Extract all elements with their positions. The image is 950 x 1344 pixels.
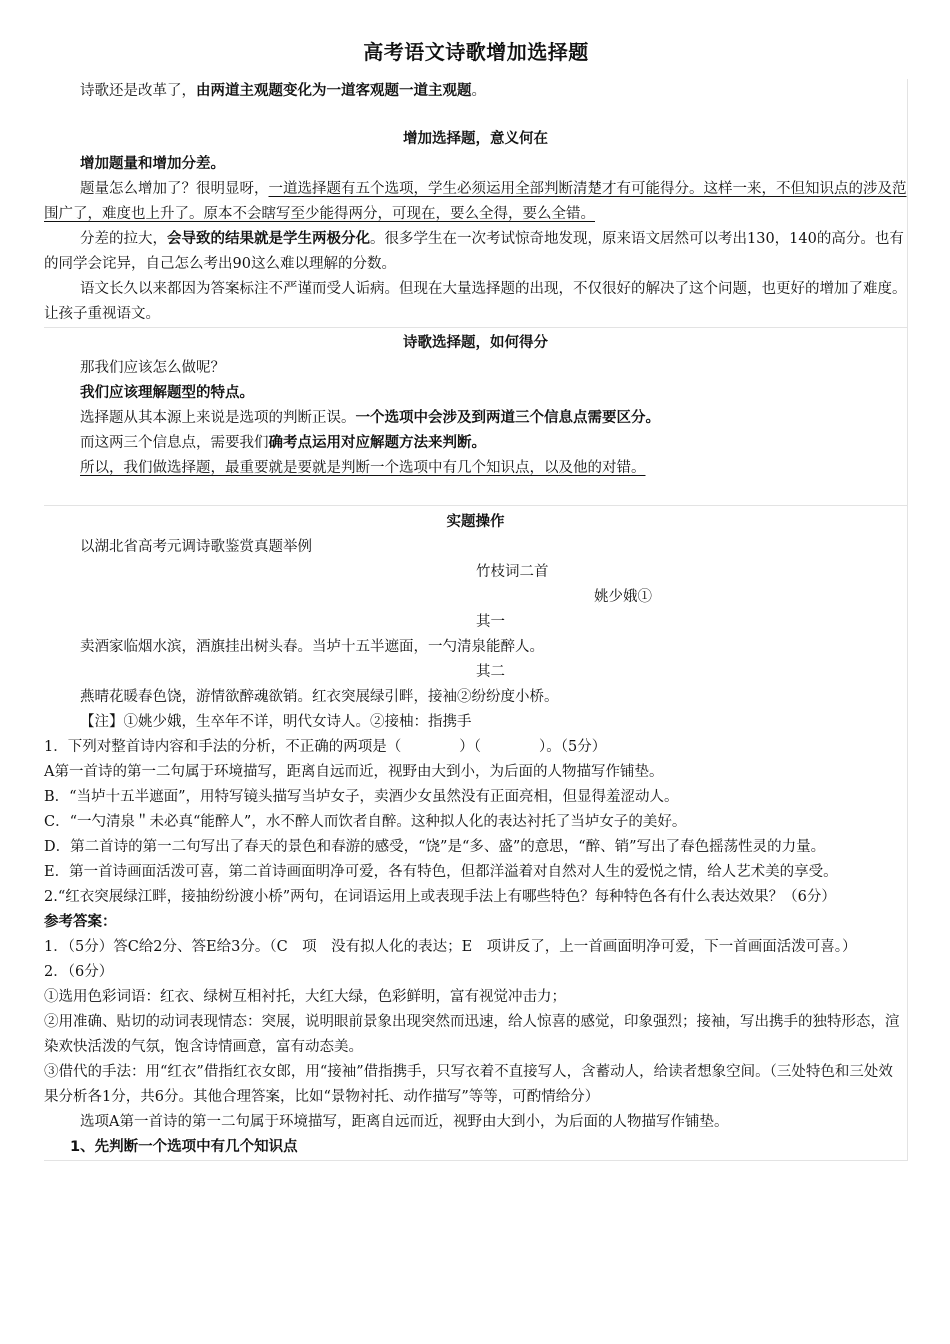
p2-text: 分差的拉大， bbox=[80, 231, 167, 247]
poem-part-one: 其一 bbox=[476, 614, 505, 630]
spacer bbox=[44, 104, 907, 126]
l3-text: 选择题从其本源上来说是选项的判断正误。 bbox=[80, 410, 356, 426]
line-essence bbox=[44, 406, 907, 431]
poem-verse-one: 卖酒家临烟水滨，酒旗挂出树头春。当垆十五半遮面，一勺清泉能醉人。 bbox=[80, 639, 544, 655]
paragraph-score-gap bbox=[44, 227, 907, 277]
p2-rest: 。很多学生在一次考试惊奇地发现，原来语文居然可以考出130，140的高分。也有的同学会诧异，自己怎么考出90这么难以理解的分数。 bbox=[44, 231, 904, 272]
question-one: 1．下列对整首诗内容和手法的分析，不正确的两项是（ ）（ ）。（5分） bbox=[44, 739, 607, 755]
scoring-section bbox=[44, 328, 908, 506]
lead-line: 增加题量和增加分差。 bbox=[80, 156, 225, 172]
l4-bold: 确考点运用对应解题方法来判断。 bbox=[268, 435, 486, 451]
option-e: E．第一首诗画面活泼可喜，第二首诗画面明净可爱，各有特色，但都洋溢着对自然对人生的爱悦之情，给人艺术美的享受。 bbox=[44, 864, 838, 880]
answer-label: 参考答案： bbox=[44, 914, 117, 930]
paragraph-importance: 语文长久以来都因为答案标注不严谨而受人诟病。但现在大量选择题的出现，不仅很好的解决了这个问题，也更好的增加了难度。让孩子重视语文。 bbox=[44, 281, 907, 322]
practice-section bbox=[44, 506, 908, 1161]
answer-one: 1．（5分）答C给2分、答E给3分。（C 项 没有拟人化的表达；E 项讲反了，上一首画面明净可爱，下一首画面活泼可喜。） bbox=[44, 939, 857, 955]
answer-two-point-3: ③借代的手法：用“红衣”借指红衣女郎，用“接袖”借指携手，只写衣着不直接写人，含蓄动人，给读者想象空间。（三处特色和三处效果分析各1分，共6分。其他合理答案，比如“景物衬托、动作描写”等等，可酌情给分） bbox=[44, 1064, 893, 1105]
page-title: 高考语文诗歌增加选择题 bbox=[363, 40, 589, 64]
section-heading-practice: 实题操作 bbox=[446, 514, 505, 530]
answer-two-point-2: ②用准确、贴切的动词表现情态：突展，说明眼前景象出现突然而迅速，给人惊喜的感觉，印象强烈；接袖，写出携手的独特形态，渲染欢快活泼的气氛，饱含诗情画意，富有动态美。 bbox=[44, 1014, 900, 1055]
option-a: A第一首诗的第一二句属于环境描写，距离自远而近，视野由大到小，为后面的人物描写作铺垫。 bbox=[44, 764, 664, 780]
answer-two: 2．（6分） bbox=[44, 964, 114, 980]
line-question: 那我们应该怎么做呢？ bbox=[80, 360, 225, 376]
poem-title: 竹枝词二首 bbox=[476, 564, 549, 580]
l4-text: 而这两三个信息点，需要我们 bbox=[80, 435, 269, 451]
option-a-repeat: 选项A第一首诗的第一二句属于环境描写，距离自远而近，视野由大到小，为后面的人物描写作铺垫。 bbox=[80, 1114, 729, 1130]
answer-two-point-1: ①选用色彩词语：红衣、绿树互相衬托，大红大绿，色彩鲜明，富有视觉冲击力； bbox=[44, 989, 566, 1005]
example-intro: 以湖北省高考元调诗歌鉴赏真题举例 bbox=[80, 539, 312, 555]
line-summary bbox=[44, 456, 907, 481]
poem-note: 【注】①姚少娥，生卒年不详，明代女诗人。②接柚：指携手 bbox=[80, 714, 472, 730]
l3-bold: 一个选项中会涉及到两道三个信息点需要区分。 bbox=[355, 410, 660, 426]
section-heading-meaning: 增加选择题，意义何在 bbox=[403, 131, 548, 147]
p1-text: 题量怎么增加了？很明显呀， bbox=[80, 181, 269, 197]
step-one-heading: 1、先判断一个选项中有几个知识点 bbox=[44, 1135, 907, 1161]
p1-underlined: 一道选择题有五个选项，学生必须运用全部判断清楚才有可能得分。这样一来，不但知识点的涉及范围广了，难度也上升了。原本不会瞎写至少能得两分，可现在，要么全得，要么全错。 bbox=[44, 181, 907, 222]
intro-paragraph bbox=[44, 79, 907, 104]
intro-end: 。 bbox=[471, 83, 486, 99]
line-understand: 我们应该理解题型的特点。 bbox=[80, 385, 254, 401]
line-info-points bbox=[44, 431, 907, 456]
intro-bold: 由两道主观题变化为一道客观题一道主观题 bbox=[196, 83, 472, 99]
p2-bold: 会导致的结果就是学生两极分化 bbox=[167, 231, 370, 247]
poem-part-two: 其二 bbox=[476, 664, 505, 680]
option-c: C．“一勺清泉＂未必真“能醉人”，水不醉人而饮者自醉。这种拟人化的表达衬托了当垆女子的美好。 bbox=[44, 814, 687, 830]
poem-verse-two: 燕晴花暖春色饶，游情欲醉魂欲销。红衣突展绿引畔，接袖②纷纷度小桥。 bbox=[80, 689, 559, 705]
intro-section bbox=[44, 79, 908, 328]
option-d: D．第二首诗的第一二句写出了春天的景色和春游的感受，“饶”是“多、盛”的意思，“醉、销”写出了春色摇荡性灵的力量。 bbox=[44, 839, 826, 855]
document-page bbox=[44, 36, 908, 1161]
question-two: 2.“红衣突展绿江畔，接抽纷纷渡小桥”两句，在词语运用上或表现手法上有哪些特色？每种特色各有什么表达效果？（6分） bbox=[44, 889, 836, 905]
poem-author: 姚少娥① bbox=[594, 589, 652, 605]
spacer bbox=[44, 481, 907, 505]
section-heading-scoring: 诗歌选择题，如何得分 bbox=[403, 335, 548, 351]
option-b: B．“当垆十五半遮面”，用特写镜头描写当垆女子，卖酒少女虽然没有正面亮相，但显得羞涩动人。 bbox=[44, 789, 679, 805]
l5-underlined: 所以，我们做选择题，最重要就是要就是判断一个选项中有几个知识点，以及他的对错。 bbox=[80, 460, 646, 476]
paragraph-question-count bbox=[44, 177, 907, 227]
intro-text: 诗歌还是改革了， bbox=[80, 83, 196, 99]
